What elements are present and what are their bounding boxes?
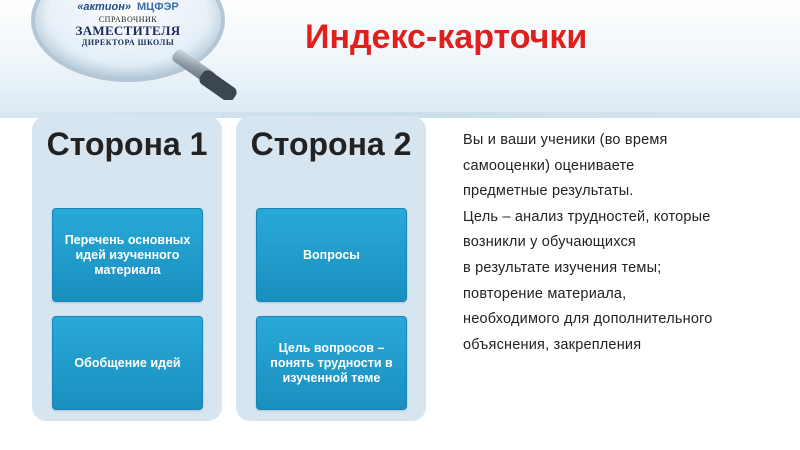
- description-line: предметные результаты.: [463, 183, 634, 200]
- logo-brand-mcfer: МЦФЭР: [137, 1, 179, 13]
- description-text: [463, 128, 783, 358]
- description-line: повторение материала,: [463, 285, 627, 302]
- slide-title: Индекс-карточки: [305, 18, 588, 56]
- card-box-questions-goal: Цель вопросов – понять трудности в изученной теме: [256, 316, 407, 410]
- logo-brand-aktion: «актион»: [77, 1, 132, 13]
- card-box-main-ideas: Перечень основных идей изученного материала: [52, 208, 203, 302]
- description-line: необходимого для дополнительного: [463, 311, 713, 328]
- description-line: объяснения, закрепления: [463, 336, 642, 353]
- description-line: возникли у обучающихся: [463, 234, 636, 251]
- description-line: в результате изучения темы;: [463, 259, 662, 276]
- card-box-questions: Вопросы: [256, 208, 407, 302]
- logo: [58, 0, 198, 47]
- logo-title: ЗАМЕСТИТЕЛЯ: [75, 23, 181, 38]
- description-line: самооценки) оцениваете: [463, 157, 635, 174]
- card-side-1: [32, 116, 222, 421]
- card-heading: Сторона 1: [46, 126, 208, 162]
- card-box-generalization: Обобщение идей: [52, 316, 203, 410]
- logo-subtitle: СПРАВОЧНИК: [98, 15, 158, 24]
- logo-brand: [58, 1, 198, 13]
- description-line: Вы и ваши ученики (во время: [463, 132, 668, 148]
- description-line: Цель – анализ трудностей, которые: [463, 208, 711, 225]
- card-heading: Сторона 2: [250, 126, 412, 162]
- logo-caption: ДИРЕКТОРА ШКОЛЫ: [81, 38, 175, 47]
- card-side-2: [236, 116, 426, 421]
